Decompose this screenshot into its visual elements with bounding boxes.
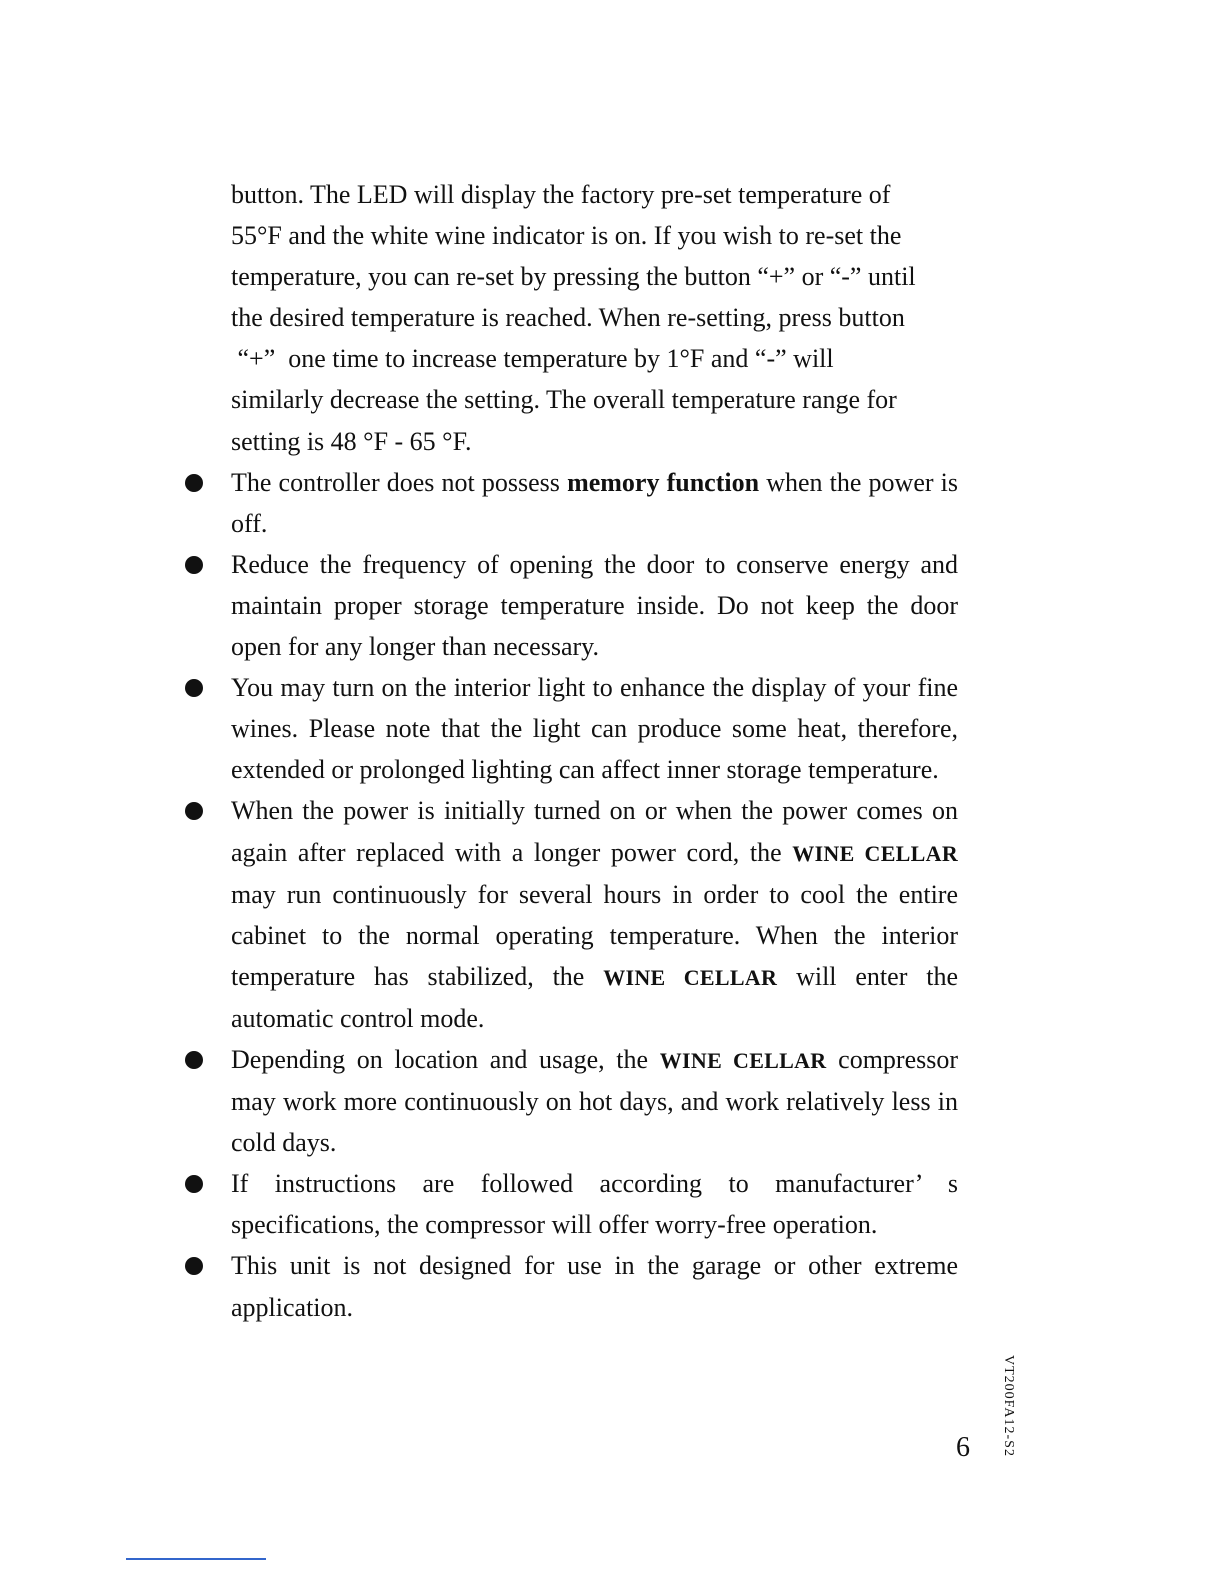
intro-line: the desired temperature is reached. When re-setting, press button (231, 303, 905, 333)
bullet-text: You may turn on the interior light to enhance the display of your fine wines. Please note that the light can produce some heat, therefore, extended or prolonged lighting can affect inner storage temperature. (231, 673, 958, 785)
page-number: 6 (956, 1432, 970, 1463)
intro-line: temperature, you can re-set by pressing the button “+” or “-” until (231, 262, 916, 292)
list-item (231, 462, 958, 544)
bullet-text: compressor may work more continuously on hot days, and work relatively less in cold days. (231, 1044, 959, 1158)
intro-line: setting is 48 °F - 65 °F. (231, 426, 472, 456)
page-body (231, 174, 958, 1328)
intro-line: similarly decrease the setting. The overall temperature range for (231, 385, 897, 415)
product-name: WINE CELLAR (659, 1047, 827, 1073)
intro-paragraph (231, 174, 958, 462)
bullet-icon (185, 474, 203, 492)
bullet-text: may run continuously for several hours in order to cool the entire cabinet to the normal operating temperature. When the interior temperature has stabilized, the (231, 879, 958, 991)
bullet-icon (185, 802, 203, 820)
list-item (231, 1163, 958, 1245)
intro-line: 55°F and the white wine indicator is on. If you wish to re-set the (231, 221, 902, 251)
bullet-text: The controller does not possess (231, 467, 568, 497)
product-name: WINE CELLAR (603, 964, 778, 990)
intro-line: button. The LED will display the factory pre-set temperature of (231, 180, 891, 209)
bullet-list (231, 462, 958, 1328)
bullet-icon (185, 556, 203, 574)
bullet-icon (185, 1051, 203, 1069)
bullet-text: When the power is initially turned on or when the power comes on again after replaced with a longer power cord, the (231, 796, 958, 867)
bullet-icon (185, 1257, 203, 1275)
bullet-text: Depending on location and usage, the (231, 1044, 660, 1074)
bold-term: memory function (567, 467, 760, 497)
bullet-text: This unit is not designed for use in the garage or other extreme application. (231, 1251, 958, 1322)
bullet-icon (185, 679, 203, 697)
bullet-text: If instructions are followed according to manufacturer’ s specifications, the compressor will offer worry-free operation. (231, 1169, 958, 1240)
list-item (231, 790, 958, 1039)
intro-line: “+” one time to increase temperature by 1°F and “-” will (231, 344, 834, 374)
product-name: WINE CELLAR (792, 840, 959, 866)
bullet-icon (185, 1175, 203, 1193)
model-code: VT200FA12-S2 (1001, 1355, 1016, 1457)
list-item (231, 1245, 958, 1327)
list-item (231, 544, 958, 667)
bullet-text: when the power is off. (231, 467, 958, 538)
bullet-text: Reduce the frequency of opening the door to conserve energy and maintain proper storage temperature inside. Do not keep the door open for any longer than necessary. (231, 549, 958, 662)
footnote-divider (126, 1558, 266, 1560)
list-item (231, 1039, 958, 1163)
list-item (231, 667, 958, 790)
bullet-text: will enter the automatic control mode. (231, 961, 958, 1033)
